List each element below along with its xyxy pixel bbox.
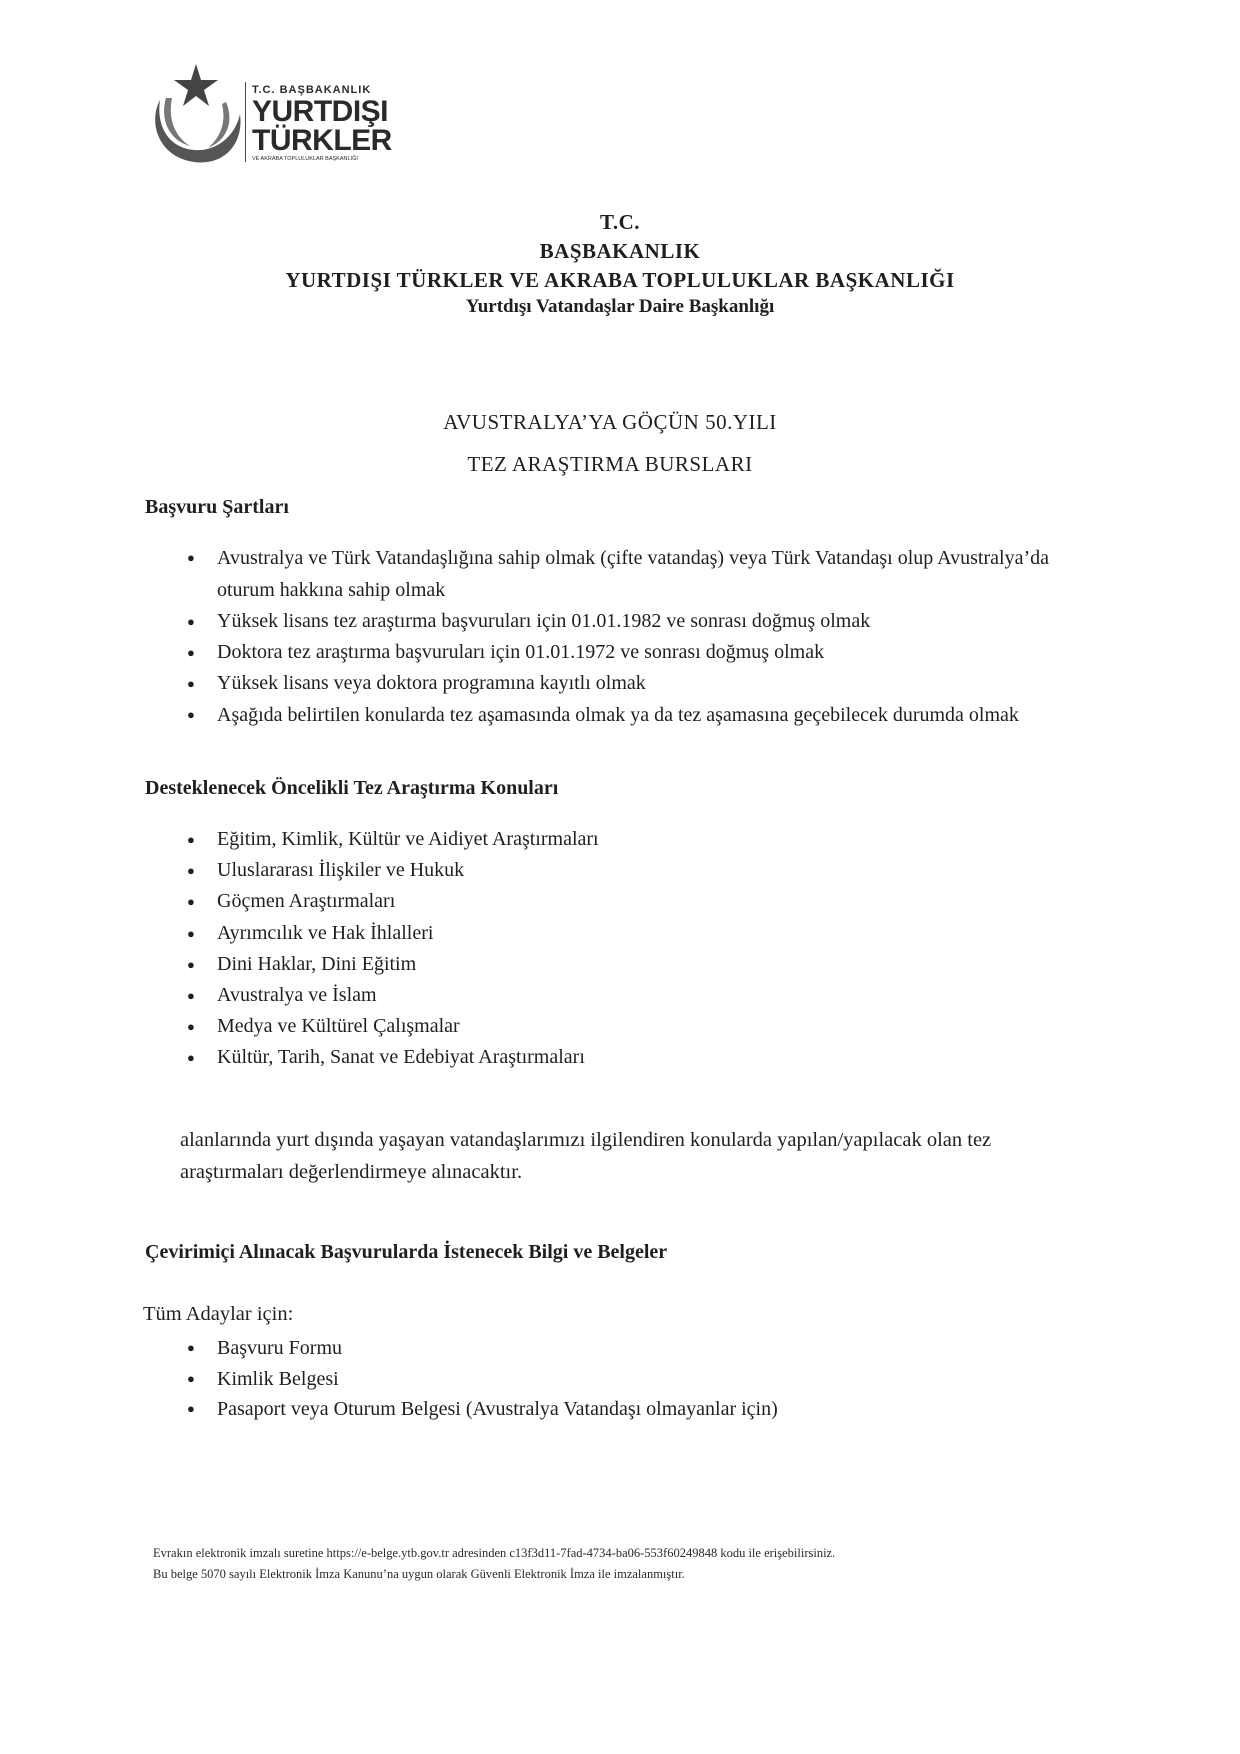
topics-heading: Desteklenecek Öncelikli Tez Araştırma Konuları (145, 777, 559, 799)
bullet-icon: ● (187, 894, 195, 910)
list-item: ● Medya ve Kültürel Çalışmalar (145, 1011, 1045, 1042)
list-item: ● Eğitim, Kimlik, Kültür ve Aidiyet Araştırmaları (145, 824, 1045, 855)
bullet-icon: ● (187, 707, 195, 722)
header-line-4: Yurtdışı Vatandaşlar Daire Başkanlığı (465, 296, 775, 317)
list-item: ● Ayrımcılık ve Hak İhlalleri (145, 918, 1045, 949)
list-item: ● Kültür, Tarih, Sanat ve Edebiyat Araştırmaları (145, 1042, 1045, 1073)
list-item: ● Doktora tez araştırma başvuruları için 01.01.1972 ve sonrası doğmuş olmak (145, 637, 1085, 668)
header-line-3: YURTDIŞI TÜRKLER VE AKRABA TOPLULUKLAR BAŞKANLIĞI (285, 268, 955, 292)
logo-line-2: YURTDIŞI (252, 95, 389, 128)
logo-wordmark (252, 84, 412, 163)
topics-closing-paragraph: alanlarında yurt dışında yaşayan vatandaşlarımızı ilgilendiren konularda yapılan/yapılacak olan tez araştırmaları değerlendirmeye alınacaktır. (180, 1129, 992, 1183)
bullet-icon: ● (187, 1019, 195, 1035)
organization-logo (146, 62, 406, 172)
bullet-icon: ● (187, 863, 195, 879)
bullet-icon: ● (187, 676, 195, 691)
topics-list (145, 824, 1045, 1074)
requirements-list (145, 542, 1085, 731)
bullet-icon: ● (187, 645, 195, 660)
list-item: ● Aşağıda belirtilen konularda tez aşamasında olmak ya da tez aşamasına geçebilecek durumda olmak (145, 699, 1085, 731)
list-item: ● Kimlik Belgesi (145, 1364, 1085, 1395)
logo-line-1: T.C. BAŞBAKANLIK (252, 84, 372, 96)
footer-line-2: Bu belge 5070 sayılı Elektronik İmza Kanunu’na uygun olarak Güvenli Elektronik İmza ile imzalanmıştır. (153, 1567, 685, 1581)
requirements-heading: Başvuru Şartları (145, 496, 289, 518)
footer-line-1: Evrakın elektronik imzalı suretine https://e-belge.ytb.gov.tr adresinden c13f3d11-7fad-4734-ba06-553f60249848 kodu ile erişebilirsiniz. (153, 1546, 836, 1560)
list-item: ● Yüksek lisans veya doktora programına kayıtlı olmak (145, 668, 1085, 699)
document-title-line-1: AVUSTRALYA’YA GÖÇÜN 50.YILI (443, 410, 777, 434)
crescent-star-emblem-icon (146, 62, 246, 168)
logo-line-3: TÜRKLER (252, 124, 392, 157)
bullet-icon: ● (187, 1401, 195, 1416)
e-signature-footer (153, 1543, 835, 1585)
bullet-icon: ● (187, 925, 195, 941)
list-item: ● Uluslararası İlişkiler ve Hukuk (145, 855, 1045, 886)
list-item: ● Yüksek lisans tez araştırma başvuruları için 01.01.1982 ve sonrası doğmuş olmak (145, 606, 1085, 637)
bullet-icon: ● (187, 956, 195, 972)
list-item: ● Avustralya ve Türk Vatandaşlığına sahip olmak (çifte vatandaş) veya Türk Vatandaşı olup Avustralya’da oturum hakkına sahip olmak (145, 542, 1085, 606)
list-item: ● Avustralya ve İslam (145, 980, 1045, 1011)
logo-divider (245, 82, 246, 162)
list-item: ● Dini Haklar, Dini Eğitim (145, 949, 1045, 980)
bullet-icon: ● (187, 988, 195, 1004)
bullet-icon: ● (187, 550, 195, 565)
logo-line-4: VE AKRABA TOPLULUKLAR BAŞKANLIĞI (252, 156, 358, 162)
bullet-icon: ● (187, 1340, 195, 1355)
document-title-line-2: TEZ ARAŞTIRMA BURSLARI (467, 452, 753, 476)
bullet-icon: ● (187, 614, 195, 629)
documents-heading: Çevirimiçi Alınacak Başvurularda İstenecek Bilgi ve Belgeler (145, 1241, 668, 1263)
list-item: ● Pasaport veya Oturum Belgesi (Avustralya Vatandaşı olmayanlar için) (145, 1394, 1085, 1425)
documents-list (145, 1333, 1085, 1425)
list-item: ● Göçmen Araştırmaları (145, 886, 1045, 917)
bullet-icon: ● (187, 1370, 195, 1386)
header-line-1: T.C. (599, 210, 641, 234)
documents-intro: Tüm Adaylar için: (143, 1303, 294, 1325)
header-line-2: BAŞBAKANLIK (539, 239, 701, 263)
document-header (0, 208, 1240, 319)
bullet-icon: ● (187, 832, 195, 847)
bullet-icon: ● (187, 1050, 195, 1066)
list-item: ● Başvuru Formu (145, 1333, 1085, 1364)
